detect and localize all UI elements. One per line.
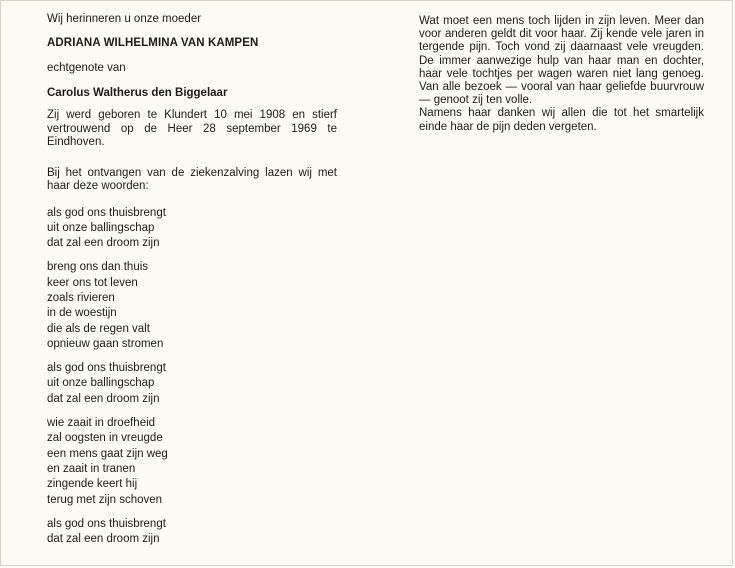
bio-paragraph: Zij werd geboren te Klundert 10 mei 1908 en stierf vertrouwend op de Heer 28 september 1969 te Eindhoven. (47, 109, 337, 148)
poem-line: zingende keert hij (47, 478, 138, 491)
poem-line: zoals rivieren (47, 291, 115, 304)
poem-stanza (47, 206, 337, 252)
poem-line: zal oogsten in vreugde (47, 432, 163, 445)
poem-line: die als de regen valt (47, 322, 150, 335)
poem-stanza (47, 260, 337, 352)
poem-line: dat zal een droom zijn (47, 392, 160, 405)
poem-line: wie zaait in droefheid (47, 417, 156, 430)
right-column (419, 15, 704, 134)
poem-line: uit onze ballingschap (47, 377, 155, 390)
reflection-paragraph: Wat moet een mens toch lijden in zijn leven. Meer dan voor anderen geldt dit voor haar. Zij kende vele jaren in tergende pijn. Toch vond zij daarnaast vele vreugden. De immer aanwezige hulp van haar man en dochter, haar vele tochtjes per wagen waren niet lang genoeg. Van alle bezoek — vooral van haar geliefde buurvrouw — genoot zij ten volle. (419, 15, 704, 107)
spouse-label: echtgenote van (47, 62, 126, 74)
poem-line: opnieuw gaan stromen (47, 337, 164, 350)
left-column (47, 12, 337, 547)
poem-line: als god ons thuisbrengt (47, 206, 166, 219)
poem (47, 206, 337, 548)
poem-line: dat zal een droom zijn (47, 533, 160, 546)
thanks-paragraph: Namens haar danken wij allen die tot het smartelijk einde haar de pijn deden vergeten. (419, 107, 704, 133)
poem-line: breng ons dan thuis (47, 261, 149, 274)
intro-line: Wij herinneren u onze moeder (47, 13, 202, 25)
poem-line: en zaait in tranen (47, 462, 136, 475)
poem-line: dat zal een droom zijn (47, 237, 160, 250)
poem-line: terug met zijn schoven (47, 493, 163, 506)
poem-line: als god ons thuisbrengt (47, 517, 166, 530)
deceased-name: ADRIANA WILHELMINA VAN KAMPEN (47, 37, 259, 49)
poem-stanza (47, 517, 337, 548)
poem-line: als god ons thuisbrengt (47, 362, 166, 375)
poem-line: uit onze ballingschap (47, 221, 155, 234)
poem-stanza (47, 361, 337, 407)
mass-intro-paragraph: Bij het ontvangen van de ziekenzalving lazen wij met haar deze woorden: (47, 166, 337, 192)
poem-line: in de woestijn (47, 307, 117, 320)
spouse-name: Carolus Waltherus den Biggelaar (47, 87, 228, 99)
poem-stanza (47, 416, 337, 508)
right-text-block (419, 15, 704, 134)
poem-line: keer ons tot leven (47, 276, 138, 289)
poem-line: een mens gaat zijn weg (47, 447, 168, 460)
